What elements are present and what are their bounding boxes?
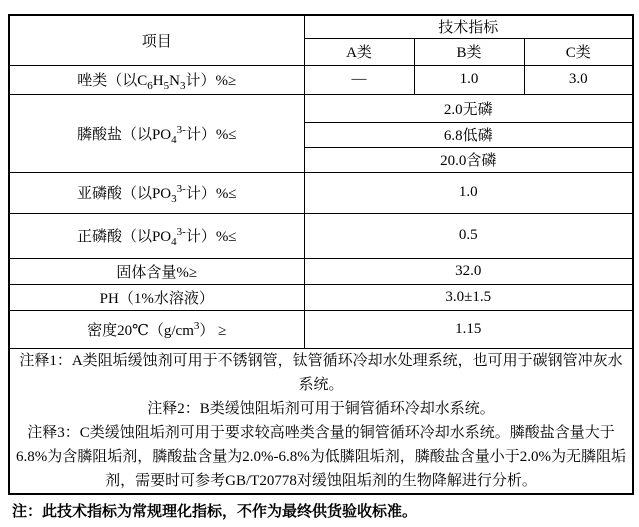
note-2: 注释2：B类缓蚀阻垢剂可用于铜管循环冷却水系统。 — [147, 400, 495, 417]
phosphonate-value-no-phosphorus: 2.0无磷 — [304, 94, 633, 122]
note-3: 注释3：C类缓蚀阻垢剂可用于要求较高唑类含量的铜管循环冷却水系统。膦酸盐含量大于6.8%为含膦阻垢剂，膦酸盐含量为2.0%-6.8%为低膦阻垢剂，膦酸盐含量小于2.0%为无膦阻垢剂，需要时可参考GB/T20778对缓蚀阻垢剂的生物降解进行分析。 — [16, 424, 626, 489]
row-label-orthophosphate: 正磷酸（以$PO_4^{3-}$计）%≤ — [9, 213, 304, 258]
header-class-b: B类 — [414, 38, 524, 65]
table-row-notes — [9, 348, 633, 494]
row-label-phosphonate: 膦酸盐（以$PO_4^{3-}$计）%≤ — [9, 94, 304, 172]
header-item: 项目 — [9, 15, 304, 65]
header-class-a: A类 — [304, 38, 414, 65]
notes-cell — [9, 348, 633, 494]
azole-value-class-a: — — [304, 65, 414, 94]
header-class-c: C类 — [524, 38, 633, 65]
row-label-phosphite: 亚磷酸（以$PO_3^{3-}$计）%≤ — [9, 172, 304, 213]
azole-value-class-c: 3.0 — [524, 65, 633, 94]
density-value: 1.15 — [304, 310, 633, 348]
table-row-phosphite — [9, 172, 633, 213]
footer-note: 注：此技术指标为常规理化指标，不作为最终供货验收标准。 — [12, 503, 418, 520]
note-1: 注释1：A类阻垢缓蚀剂可用于不锈钢管，钛管循环冷却水处理系统，也可用于碳钢管冲灰水系统。 — [19, 352, 623, 393]
row-label-azole: 唑类（以$C_6H_5N_3$计）%≥ — [9, 65, 304, 94]
solids-value: 32.0 — [304, 258, 633, 284]
table-row-azole — [9, 65, 633, 94]
phosphonate-value-low-phosphorus: 6.8低磷 — [304, 122, 633, 147]
header-row-top — [9, 15, 633, 38]
header-tech-indicators: 技术指标 — [304, 15, 633, 38]
row-label-density: 密度$20℃(g/cm^3)$ ≥ — [9, 310, 304, 348]
table-row-solids — [9, 258, 633, 284]
row-label-ph: PH（1%水溶液） — [9, 284, 304, 310]
spec-table — [8, 14, 634, 495]
ph-value: 3.0±1.5 — [304, 284, 633, 310]
phosphite-value: 1.0 — [304, 172, 633, 213]
table-row-ph — [9, 284, 633, 310]
azole-value-class-b: 1.0 — [414, 65, 524, 94]
phosphonate-value-with-phosphorus: 20.0含磷 — [304, 147, 633, 172]
table-row-density — [9, 310, 633, 348]
table-row-orthophosphate — [9, 213, 633, 258]
orthophosphate-value: 0.5 — [304, 213, 633, 258]
table-row-phosphonate-1 — [9, 94, 633, 122]
row-label-solids: 固体含量%≥ — [9, 258, 304, 284]
